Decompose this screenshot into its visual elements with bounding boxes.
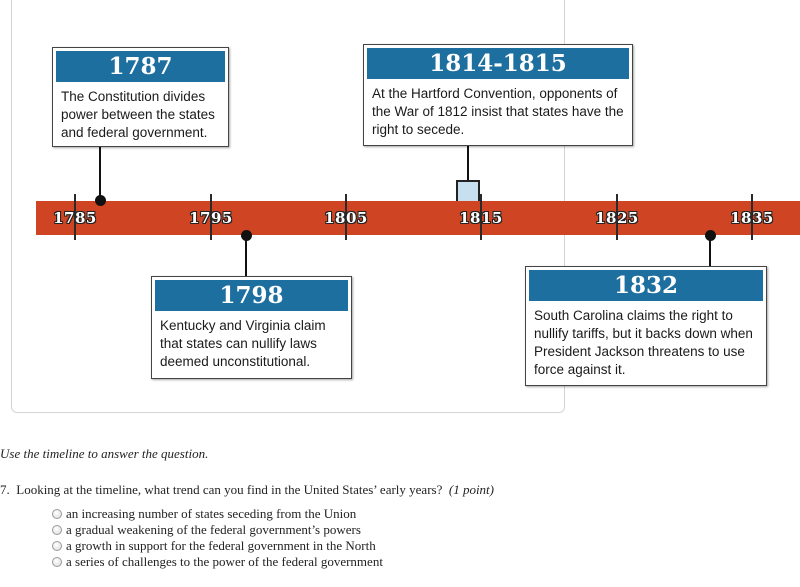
event-card-1787: [52, 47, 229, 147]
question-points: (1 point): [448, 482, 494, 497]
answer-option[interactable]: [52, 506, 383, 522]
question-number: 7.: [0, 482, 10, 497]
event-text: The Constitution divides power between the states and federal government.: [61, 89, 215, 140]
question-text: Looking at the timeline, what trend can you find in the United States’ early years?: [16, 482, 443, 497]
radio-button[interactable]: [52, 557, 62, 567]
answer-options: [52, 506, 383, 570]
event-year: 1832: [529, 270, 763, 301]
dot-1832: [705, 230, 716, 241]
event-card-1814-1815: [363, 44, 633, 146]
tick-label-1795: 1795: [189, 209, 233, 227]
tick-label-1835: 1835: [730, 209, 774, 227]
answer-option[interactable]: [52, 538, 383, 554]
dot-1787: [95, 195, 106, 206]
connector-1787: [99, 146, 101, 200]
connector-1798: [245, 236, 247, 278]
instruction-text: Use the timeline to answer the question.: [0, 446, 209, 461]
event-card-1798: [151, 276, 352, 379]
question-prompt: [0, 482, 494, 498]
radio-button[interactable]: [52, 509, 62, 519]
event-text: Kentucky and Virginia claim that states can nullify laws deemed unconstitutional.: [160, 318, 326, 369]
answer-option[interactable]: [52, 522, 383, 538]
answer-option-label: a gradual weakening of the federal government’s powers: [66, 522, 361, 537]
event-year: 1787: [56, 51, 225, 82]
tick-label-1825: 1825: [595, 209, 639, 227]
tick-label-1785: 1785: [53, 209, 97, 227]
event-text: South Carolina claims the right to nullify tariffs, but it backs down when President Jackson threatens to use force against it.: [534, 308, 753, 377]
range-marker-1814-1815: [456, 180, 480, 201]
answer-option[interactable]: [52, 554, 383, 570]
answer-option-label: a growth in support for the federal government in the North: [66, 538, 376, 553]
dot-1798: [241, 230, 252, 241]
tick-label-1815: 1815: [459, 209, 503, 227]
answer-option-label: a series of challenges to the power of the federal government: [66, 554, 383, 569]
tick-label-1805: 1805: [324, 209, 368, 227]
connector-1814-1815: [467, 145, 469, 180]
event-text: At the Hartford Convention, opponents of the War of 1812 insist that states have the right to secede.: [372, 86, 624, 137]
timeline-bar: [36, 201, 800, 235]
event-card-1832: [525, 266, 767, 386]
radio-button[interactable]: [52, 541, 62, 551]
event-year: 1798: [155, 280, 348, 311]
event-year: 1814-1815: [367, 48, 629, 79]
radio-button[interactable]: [52, 525, 62, 535]
answer-option-label: an increasing number of states seceding from the Union: [66, 506, 357, 521]
